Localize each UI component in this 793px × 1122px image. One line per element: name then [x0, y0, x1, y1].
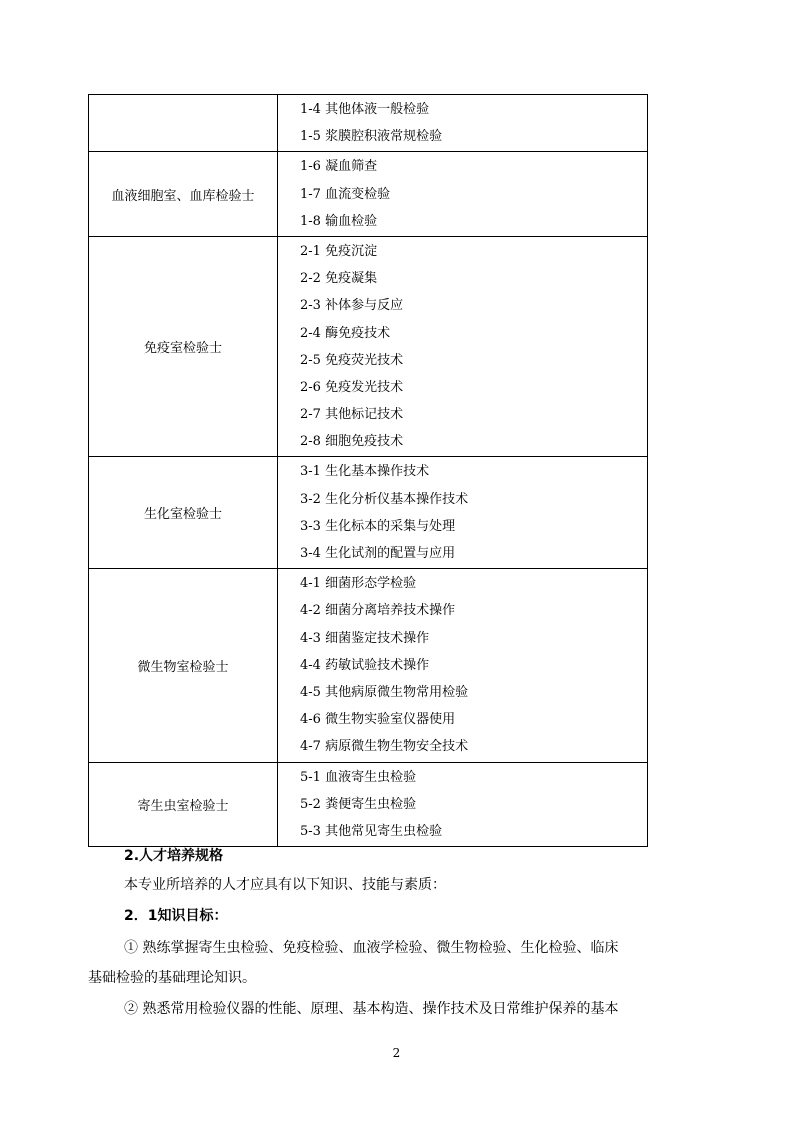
knowledge-item-2-line-1: ② 熟悉常用检验仪器的性能、原理、基本构造、操作技术及日常维护保养的基本 — [124, 1001, 619, 1017]
skill-item: 2-1 免疫沉淀 — [300, 243, 378, 259]
skill-item: 1-4 其他体液一般检验 — [300, 102, 430, 117]
skill-item: 1-8 输血检验 — [300, 213, 378, 229]
table-row — [89, 236, 648, 457]
skill-item: 1-6 凝血筛查 — [300, 159, 378, 175]
table-row — [89, 95, 648, 152]
role-cell: 微生物室检验士 — [89, 569, 278, 762]
skill-item: 2-6 免疫发光技术 — [300, 379, 404, 395]
skill-item: 2-2 免疫凝集 — [300, 271, 378, 287]
skill-items-cell — [278, 236, 648, 457]
table-row — [89, 152, 648, 237]
role-cell — [89, 95, 278, 152]
skill-items-cell — [278, 762, 648, 847]
skill-item: 5-2 粪便寄生虫检验 — [300, 796, 417, 812]
role-cell: 血液细胞室、血库检验士 — [89, 152, 278, 237]
intro-text: 本专业所培养的人才应具有以下知识、技能与素质： — [124, 877, 446, 893]
skill-items-cell — [278, 569, 648, 762]
skills-table-body — [89, 95, 648, 847]
section-heading: 2.人才培养规格 — [124, 848, 224, 864]
knowledge-item-1-line-2: 基础检验的基础理论知识。 — [88, 970, 256, 986]
skill-item: 3-3 生化标本的采集与处理 — [300, 518, 456, 534]
skill-item: 4-7 病原微生物生物安全技术 — [300, 739, 469, 755]
table-row — [89, 569, 648, 762]
knowledge-item-1-line-1: ① 熟练掌握寄生虫检验、免疫检验、血液学检验、微生物检验、生化检验、临床 — [124, 940, 619, 956]
skill-item: 4-2 细菌分离培养技术操作 — [300, 603, 456, 619]
skill-item: 2-7 其他标记技术 — [300, 407, 404, 423]
skill-item: 3-2 生化分析仪基本操作技术 — [300, 491, 469, 507]
skill-item: 1-5 浆膜腔积液常规检验 — [300, 129, 443, 145]
skill-item: 3-4 生化试剂的配置与应用 — [300, 546, 456, 561]
skill-items-cell — [278, 457, 648, 569]
skill-item: 4-1 细菌形态学检验 — [300, 576, 417, 592]
role-cell: 寄生虫室检验士 — [89, 762, 278, 847]
role-cell: 生化室检验士 — [89, 457, 278, 569]
skill-item: 4-3 细菌鉴定技术操作 — [300, 630, 430, 646]
skill-items-cell — [278, 152, 648, 237]
skill-item: 5-3 其他常见寄生虫检验 — [300, 823, 443, 839]
skill-item: 5-1 血液寄生虫检验 — [300, 769, 417, 785]
page-number: 2 — [392, 1046, 401, 1060]
role-cell: 免疫室检验士 — [89, 236, 278, 457]
skill-item: 2-8 细胞免疫技术 — [300, 434, 404, 450]
skill-item: 4-4 药敏试验技术操作 — [300, 657, 430, 673]
skill-item: 3-1 生化基本操作技术 — [300, 464, 430, 480]
skills-table — [88, 94, 648, 847]
table-row — [89, 762, 648, 847]
sub-heading: 2．1知识目标： — [124, 908, 228, 924]
skill-item: 4-5 其他病原微生物常用检验 — [300, 684, 469, 700]
skill-item: 1-7 血流变检验 — [300, 186, 391, 202]
skill-item: 2-3 补体参与反应 — [300, 298, 404, 314]
table-row — [89, 457, 648, 569]
skill-item: 2-4 酶免疫技术 — [300, 325, 391, 341]
skill-item: 4-6 微生物实验室仪器使用 — [300, 712, 456, 728]
skill-items-cell — [278, 95, 648, 152]
skill-item: 2-5 免疫荧光技术 — [300, 352, 404, 368]
